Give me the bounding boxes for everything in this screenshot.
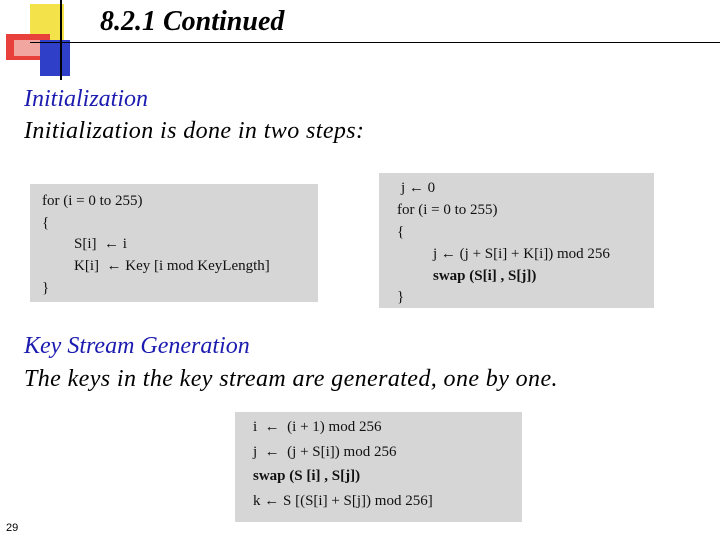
section-text-key-stream: The keys in the key stream are generated, one by one.	[24, 366, 558, 392]
page-number: 29	[6, 522, 19, 534]
code-box-permutation	[379, 173, 654, 308]
code-box-key-stream	[235, 412, 522, 522]
code-line: j ← 0	[401, 180, 436, 196]
code-line: for (i = 0 to 255)	[397, 202, 498, 218]
section-heading-key-stream: Key Stream Generation	[24, 333, 250, 359]
code-line: {	[397, 224, 405, 240]
code-line: j ← (j + S[i]) mod 256	[253, 444, 397, 460]
section-text-initialization: Initialization is done in two steps:	[24, 118, 365, 144]
code-line: i ← (i + 1) mod 256	[253, 419, 382, 435]
code-line: for (i = 0 to 255)	[42, 193, 143, 209]
code-line: k ← S [(S[i] + S[j]) mod 256]	[253, 493, 433, 509]
code-line: S[i] ← i	[74, 236, 127, 252]
code-line: swap (S [i] , S[j])	[253, 468, 361, 484]
code-line: }	[42, 280, 50, 296]
code-line: }	[397, 289, 405, 305]
section-heading-initialization: Initialization	[24, 86, 149, 112]
code-line: swap (S[i] , S[j])	[433, 268, 537, 284]
title-underline	[30, 42, 720, 43]
logo-blue-square	[40, 40, 70, 76]
slide-title: 8.2.1 Continued	[100, 6, 285, 37]
code-line: K[i] ← Key [i mod KeyLength]	[74, 258, 270, 274]
code-line: {	[42, 215, 50, 231]
code-box-key-schedule-init	[30, 184, 318, 302]
code-line: j ← (j + S[i] + K[i]) mod 256	[433, 246, 610, 262]
logo-vertical-line	[60, 0, 62, 80]
